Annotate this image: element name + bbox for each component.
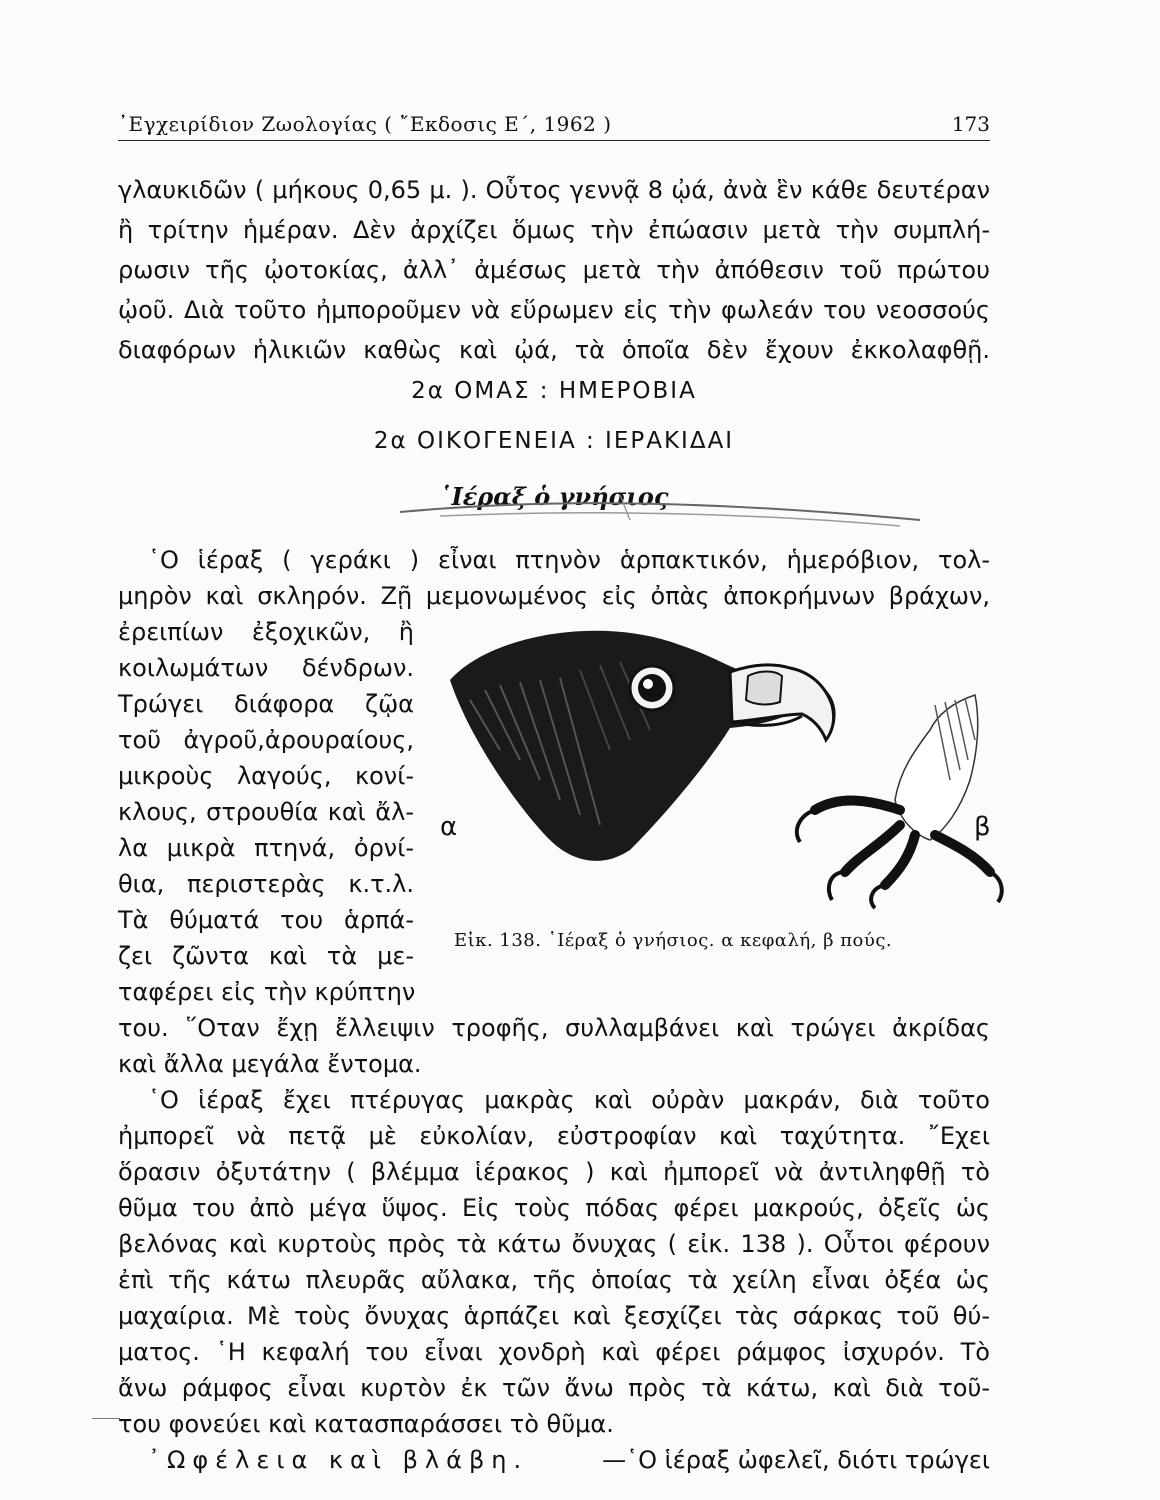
text-line: ᾠοῦ. Διὰ τοῦτο ἠμποροῦμεν νὰ εὕρωμεν εἰς τὴν φωλεάν του νεοσσούς xyxy=(118,296,990,324)
text-line: του. ῞Οταν ἔχῃ ἔλλειψιν τροφῆς, συλλαμβάνει καὶ τρώγει ἀκρίδας xyxy=(118,1014,990,1042)
text-line: ῾Ο ἱέραξ ( γεράκι ) εἶναι πτηνὸν ἁρπακτικόν, ἡμερόβιον, τολ- xyxy=(148,546,990,574)
pencil-underline-mark xyxy=(380,490,940,540)
figure-caption: Εἰκ. 138. ῾Ιέραξ ὁ γνήσιος. α κεφαλή, β πούς. xyxy=(454,930,893,951)
text-line: καὶ ἄλλα μεγάλα ἔντομα. xyxy=(118,1050,422,1078)
text-line: λα μικρὰ πτηνά, ὀρνί- xyxy=(118,834,414,862)
text-line: μικροὺς λαγούς, κονί- xyxy=(118,762,414,790)
text-line: ζει ζῶντα καὶ τὰ με- xyxy=(118,942,414,970)
last-line-text: —῾Ο ἱέραξ ὠφελεῖ, διότι τρώγει xyxy=(602,1446,990,1474)
header-title: ᾿Εγχειρίδιον Ζωολογίας ( ῎Εκδοσις Ε΄, 1962 ) xyxy=(118,112,612,136)
text-line: ρωσιν τῆς ᾠοτοκίας, ἀλλ᾿ ἀμέσως μετὰ τὴν ἀπόθεσιν τοῦ πρώτου xyxy=(118,256,990,284)
hawk-head-drawing xyxy=(450,631,836,861)
margin-mark xyxy=(92,1418,120,1419)
text-line: ματος. ῾Η κεφαλή του εἶναι χονδρὴ καὶ φέρει ράμφος ἰσχυρόν. Τὸ xyxy=(118,1338,990,1366)
text-line: ἄνω ράμφος εἶναι κυρτὸν ἐκ τῶν ἄνω πρὸς τὰ κάτω, καὶ διὰ τοῦ- xyxy=(118,1374,990,1402)
text-line: Τρώγει διάφορα ζῷα xyxy=(118,690,414,718)
text-line: μηρὸν καὶ σκληρόν. Ζῇ μεμονωμένος εἰς ὀπὰς ἀποκρήμνων βράχων, xyxy=(118,582,990,610)
text-line: του φονεύει καὶ κατασπαράσσει τὸ θῦμα. xyxy=(118,1410,614,1438)
text-line: διαφόρων ἡλικιῶν καθὼς καὶ ᾠά, τὰ ὁποῖα δὲν ἔχουν ἐκκολαφθῇ. xyxy=(118,336,990,364)
text-line: θια, περιστερὰς κ.τ.λ. xyxy=(118,870,414,898)
text-line: ἠμπορεῖ νὰ πετᾷ μὲ εὐκολίαν, εὐστροφίαν καὶ ταχύτητα. ῎Εχει xyxy=(118,1122,990,1150)
text-line: ἐπὶ τῆς κάτω πλευρᾶς αὔλακα, τῆς ὁποίας τὰ χείλη εἶναι ὀξέα ὡς xyxy=(118,1266,990,1294)
text-line: βελόνας καὶ κυρτοὺς πρὸς τὰ κάτω ὄνυχας ( εἰκ. 138 ). Οὗτοι φέρουν xyxy=(118,1230,990,1258)
text-line: ἐρειπίων ἐξοχικῶν, ἢ xyxy=(118,618,414,646)
text-line: ὅρασιν ὀξυτάτην ( βλέμμα ἱέρακος ) καὶ ἠμπορεῖ νὰ ἀντιληφθῇ τὸ xyxy=(118,1158,990,1186)
figure-label-b: β xyxy=(974,812,991,842)
species-heading: ῾Ιέραξ ὁ γνήσιος xyxy=(439,482,669,511)
text-line: μαχαίρια. Μὲ τοὺς ὄνυχας ἁρπάζει καὶ ξεσχίζει τὰς σάρκας τοῦ θύ- xyxy=(118,1302,990,1330)
family-heading: 2α ΟΙΚΟΓΕΝΕΙΑ : ΙΕΡΑΚΙΔΑΙ xyxy=(373,428,735,454)
text-line: ῾Ο ἱέραξ ἔχει πτέρυγας μακρὰς καὶ οὐρὰν μακράν, διὰ τοῦτο xyxy=(148,1086,990,1114)
text-line: γλαυκιδῶν ( μήκους 0,65 μ. ). Οὗτος γεννᾷ 8 ᾠά, ἀνὰ ἓν κάθε δευτέραν xyxy=(118,176,990,204)
group-heading: 2α ΟΜΑΣ : ΗΜΕΡΟΒΙΑ xyxy=(411,378,697,404)
text-line: τοῦ ἀγροῦ,ἀρουραίους, xyxy=(118,726,414,754)
last-line xyxy=(148,1446,990,1474)
text-line: κοιλωμάτων δένδρων. xyxy=(118,654,414,682)
text-line: ἢ τρίτην ἡμέραν. Δὲν ἀρχίζει ὅμως τὴν ἐπώασιν μετὰ τὴν συμπλή- xyxy=(118,216,990,244)
text-line: κλους, στρουθία καὶ ἄλ- xyxy=(118,798,414,826)
figure-label-a: α xyxy=(440,812,458,842)
hawk-illustration xyxy=(430,610,1010,910)
spaced-subheading: ᾿Ωφέλεια καὶ βλάβη. xyxy=(148,1446,529,1474)
text-line: ταφέρει εἰς τὴν κρύπτην xyxy=(118,978,416,1006)
text-line: Τὰ θύματά του ἁρπά- xyxy=(118,906,414,934)
text-line: θῦμα του ἀπὸ μέγα ὕψος. Εἰς τοὺς πόδας φέρει μακρούς, ὀξεῖς ὡς xyxy=(118,1194,990,1222)
running-header xyxy=(118,110,990,141)
page-number: 173 xyxy=(951,112,990,136)
